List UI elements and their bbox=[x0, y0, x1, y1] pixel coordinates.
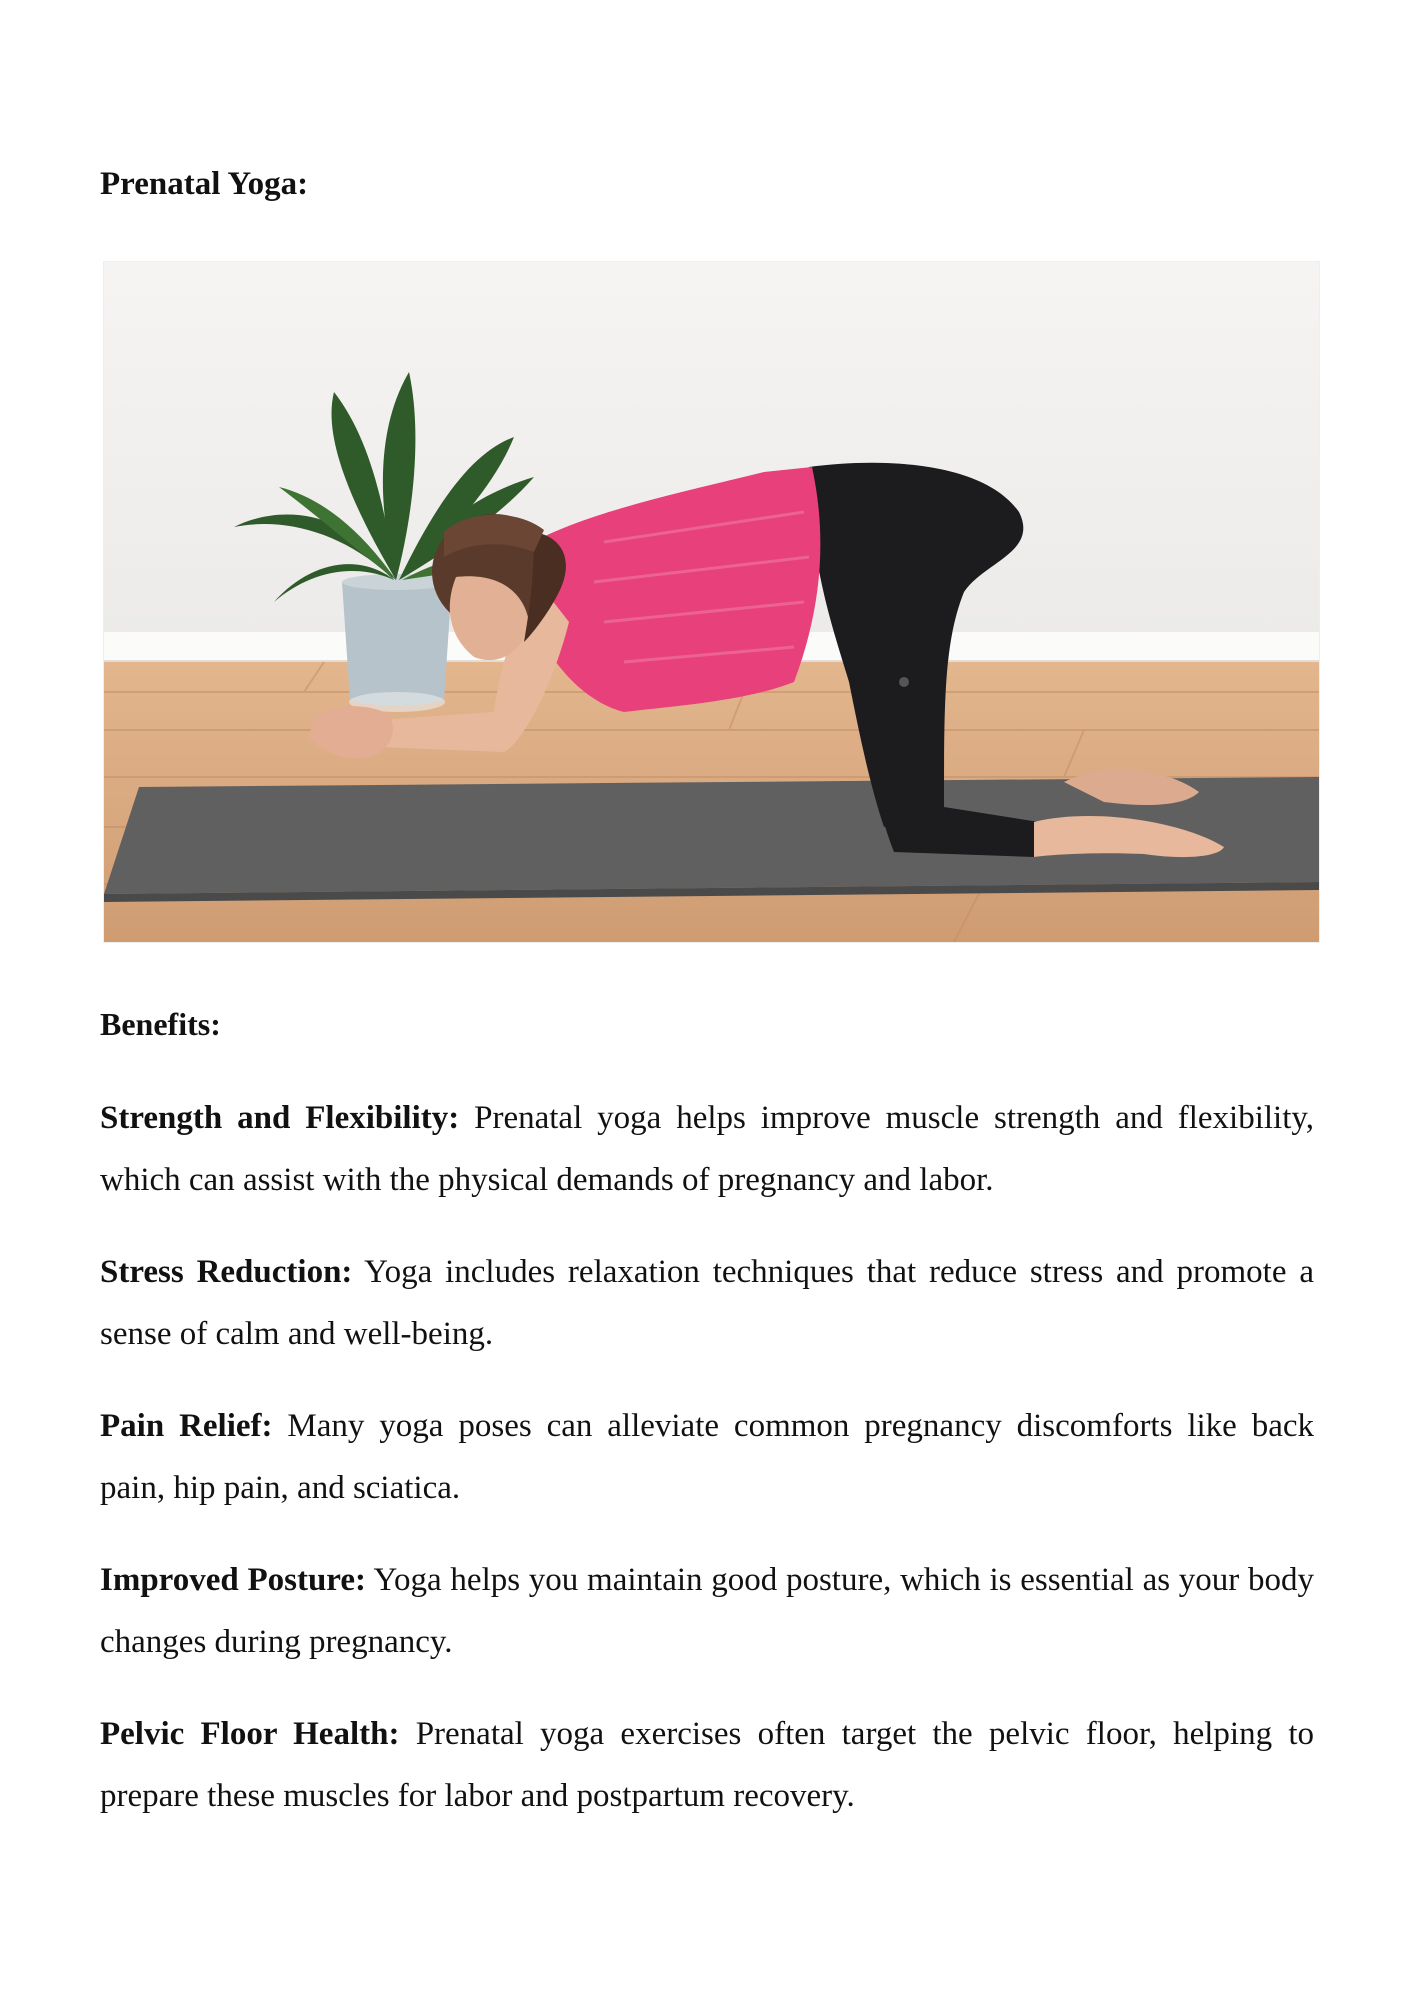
page-title: Prenatal Yoga: bbox=[100, 166, 309, 202]
benefit-text: Prenatal yoga exercises often target the pelvic floor, helping to prepare these muscles for labor and postpartum recovery. bbox=[100, 1716, 1314, 1814]
benefits-heading: Benefits: bbox=[100, 1006, 221, 1042]
benefit-text: Many yoga poses can alleviate common pregnancy discomforts like back pain, hip pain, and sciatica. bbox=[100, 1408, 1315, 1506]
benefit-text: Yoga includes relaxation techniques that reduce stress and promote a sense of calm and well-being. bbox=[100, 1254, 1315, 1352]
benefit-pelvic-floor-health bbox=[100, 1703, 1314, 1827]
benefit-term: Strength and Flexibility: bbox=[100, 1100, 460, 1136]
benefit-strength-flexibility bbox=[100, 1087, 1314, 1211]
benefit-term: Stress Reduction: bbox=[100, 1254, 353, 1290]
benefit-improved-posture bbox=[100, 1549, 1314, 1673]
benefit-term: Improved Posture: bbox=[100, 1562, 366, 1598]
benefit-pain-relief bbox=[100, 1395, 1314, 1519]
benefit-term: Pelvic Floor Health: bbox=[100, 1716, 400, 1752]
yoga-pose-illustration bbox=[104, 262, 1319, 942]
benefit-stress-reduction bbox=[100, 1241, 1314, 1365]
prenatal-yoga-photo bbox=[103, 261, 1320, 943]
benefit-text: Yoga helps you maintain good posture, which is essential as your body changes during pregnancy. bbox=[100, 1562, 1315, 1660]
benefits-list bbox=[100, 1087, 1314, 1857]
benefit-text: Prenatal yoga helps improve muscle strength and flexibility, which can assist with the physical demands of pregnancy and labor. bbox=[100, 1100, 1315, 1198]
benefit-term: Pain Relief: bbox=[100, 1408, 273, 1444]
